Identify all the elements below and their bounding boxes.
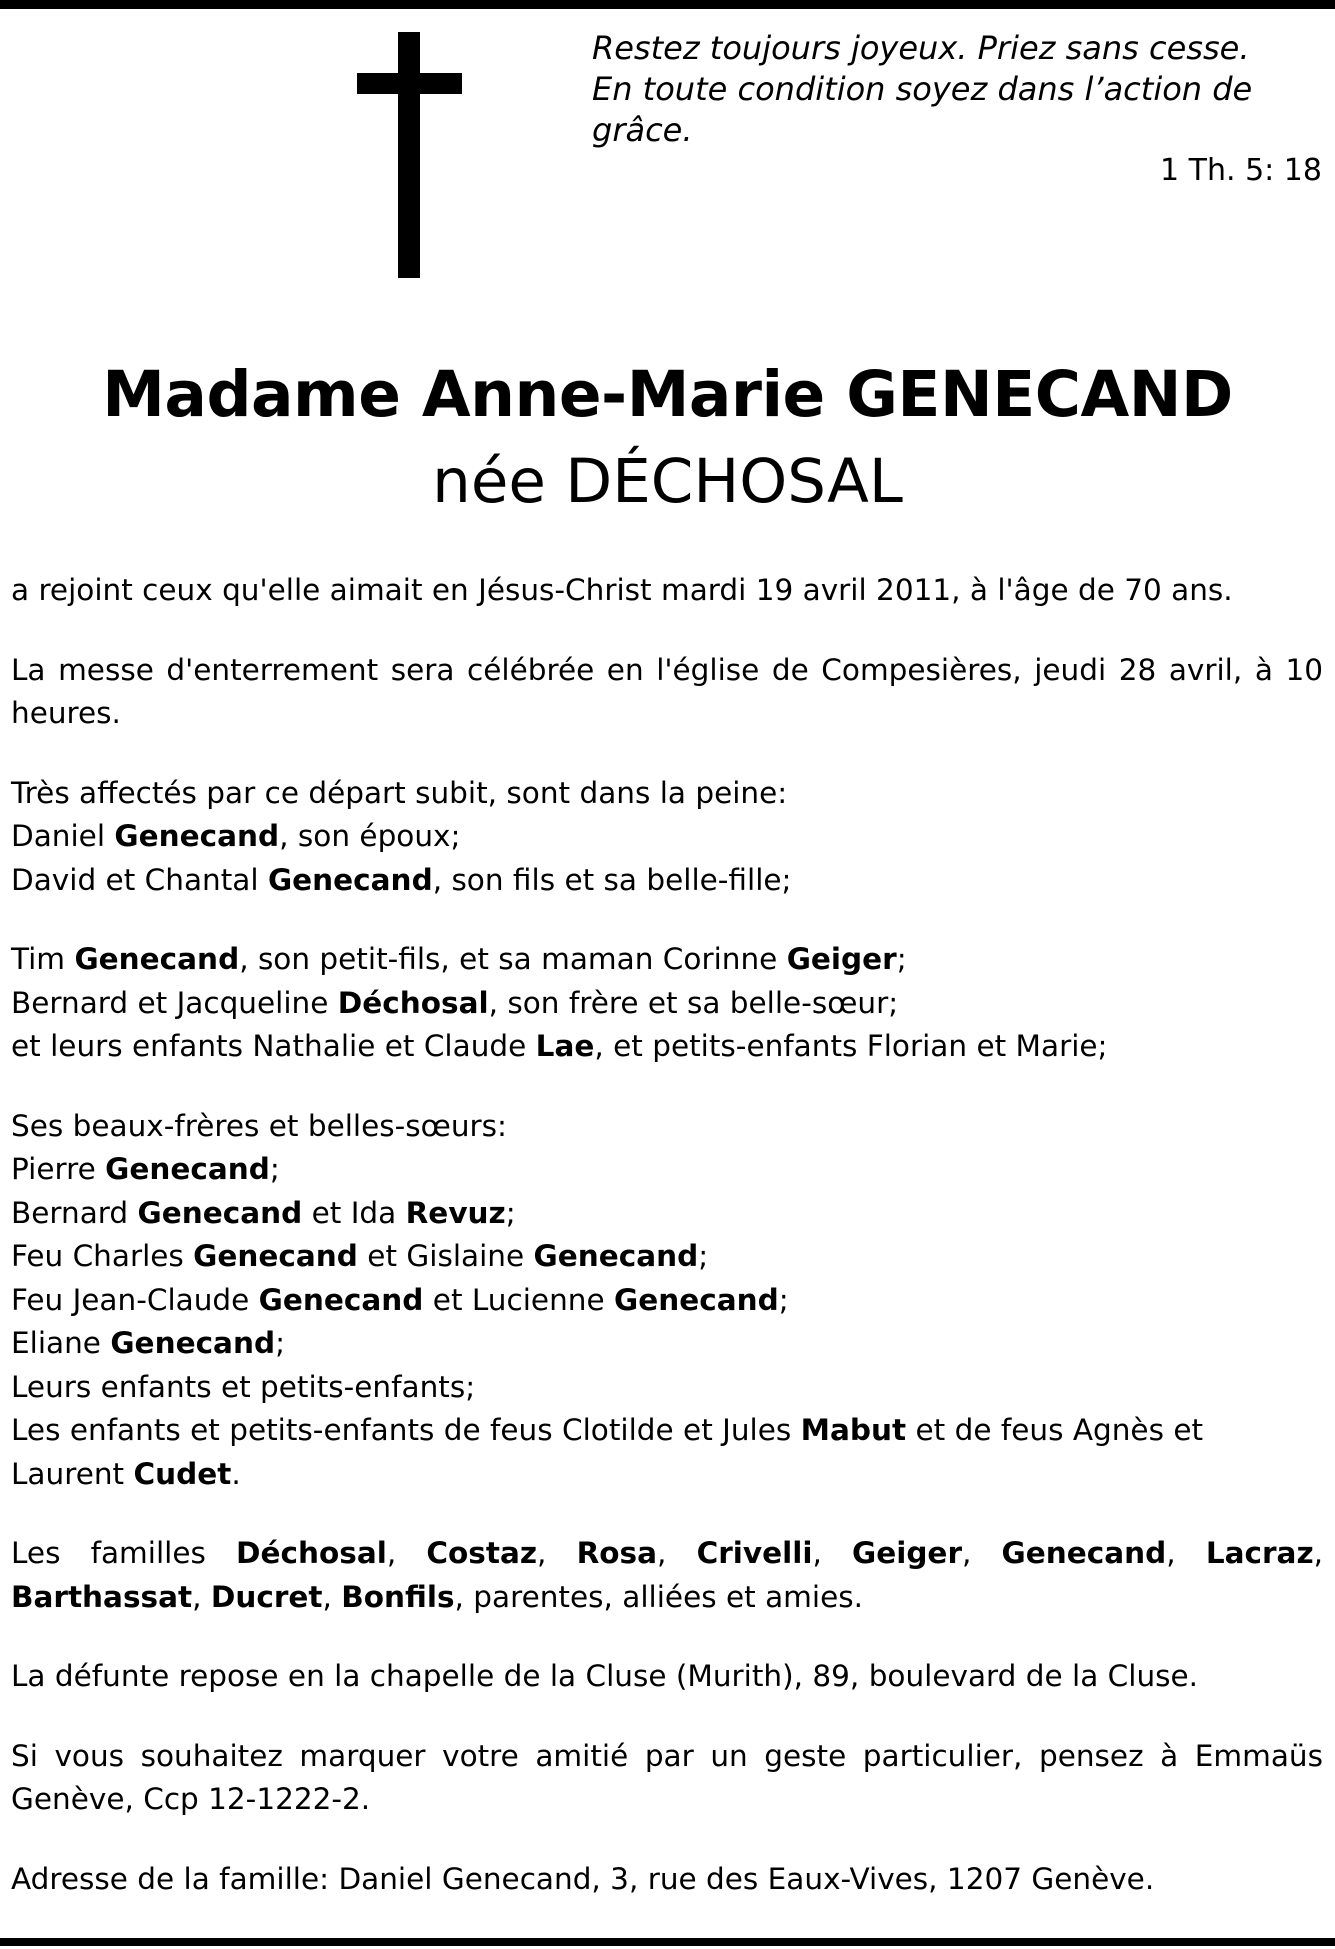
mourner-line: Pierre Genecand; bbox=[11, 1152, 280, 1186]
mourner-line: Daniel Genecand, son époux; bbox=[11, 819, 461, 853]
verse-line-1: Restez toujours joyeux. Priez sans cesse. bbox=[592, 29, 1250, 67]
bible-verse bbox=[592, 28, 1322, 151]
family-address: Adresse de la famille: Daniel Genecand, 3, rue des Eaux-Vives, 1207 Genève. bbox=[11, 1861, 1155, 1896]
rest-place: La défunte repose en la chapelle de la Cluse (Murith), 89, boulevard de la Cluse. bbox=[11, 1659, 1199, 1693]
cross-horizontal-bar bbox=[357, 73, 462, 94]
mourner-line: Feu Jean-Claude Genecand et Lucienne Genecand; bbox=[11, 1282, 789, 1317]
cross-vertical-bar bbox=[398, 32, 420, 278]
mourner-line: Bernard et Jacqueline Déchosal, son frère et sa belle-sœur; bbox=[11, 985, 899, 1020]
mourner-line: Leurs enfants et petits-enfants; bbox=[11, 1369, 476, 1404]
mourner-line: et leurs enfants Nathalie et Claude Lae, et petits-enfants Florian et Marie; bbox=[11, 1029, 1108, 1063]
top-rule bbox=[0, 0, 1335, 9]
mass-info: La messe d'enterrement sera célébrée en l'église de Compesières, jeudi 28 avril, à 10 heures. bbox=[11, 652, 1323, 730]
verse-reference: 1 Th. 5: 18 bbox=[1160, 153, 1322, 188]
mourner-line: Feu Charles Genecand et Gislaine Genecand; bbox=[11, 1239, 709, 1273]
mourner-line: Eliane Genecand; bbox=[11, 1326, 286, 1360]
mourner-line: Bernard Genecand et Ida Revuz; bbox=[11, 1195, 516, 1230]
donation-info: Si vous souhaitez marquer votre amitié par un geste particulier, pensez à Emmaüs Genève, Ccp 12-1222-2. bbox=[11, 1738, 1323, 1816]
deceased-maiden-name: née DÉCHOSAL bbox=[432, 446, 903, 517]
families-line: Les familles Déchosal, Costaz, Rosa, Crivelli, Geiger, Genecand, Lacraz, Barthassat, Ducret, Bonfils, parentes, alliées et amies. bbox=[11, 1536, 1324, 1614]
bottom-rule bbox=[0, 1938, 1335, 1946]
deceased-name: Madame Anne-Marie GENECAND bbox=[102, 358, 1233, 431]
obituary-body bbox=[11, 569, 1323, 1901]
mourner-line: Les enfants et petits-enfants de feus Clotilde et Jules Mabut et de feus Agnès et Laurent Cudet. bbox=[11, 1413, 1204, 1491]
mourner-line: Tim Genecand, son petit-fils, et sa maman Corinne Geiger; bbox=[11, 942, 907, 976]
inlaws-intro: Ses beaux-frères et belles-sœurs: bbox=[11, 1108, 507, 1143]
mourner-line: David et Chantal Genecand, son fils et sa belle-fille; bbox=[11, 862, 792, 897]
announcement: a rejoint ceux qu'elle aimait en Jésus-Christ mardi 19 avril 2011, à l'âge de 70 ans. bbox=[11, 573, 1233, 607]
verse-line-2: En toute condition soyez dans l’action de grâce. bbox=[592, 70, 1253, 149]
mourners-intro: Très affectés par ce départ subit, sont dans la peine: bbox=[11, 775, 788, 810]
